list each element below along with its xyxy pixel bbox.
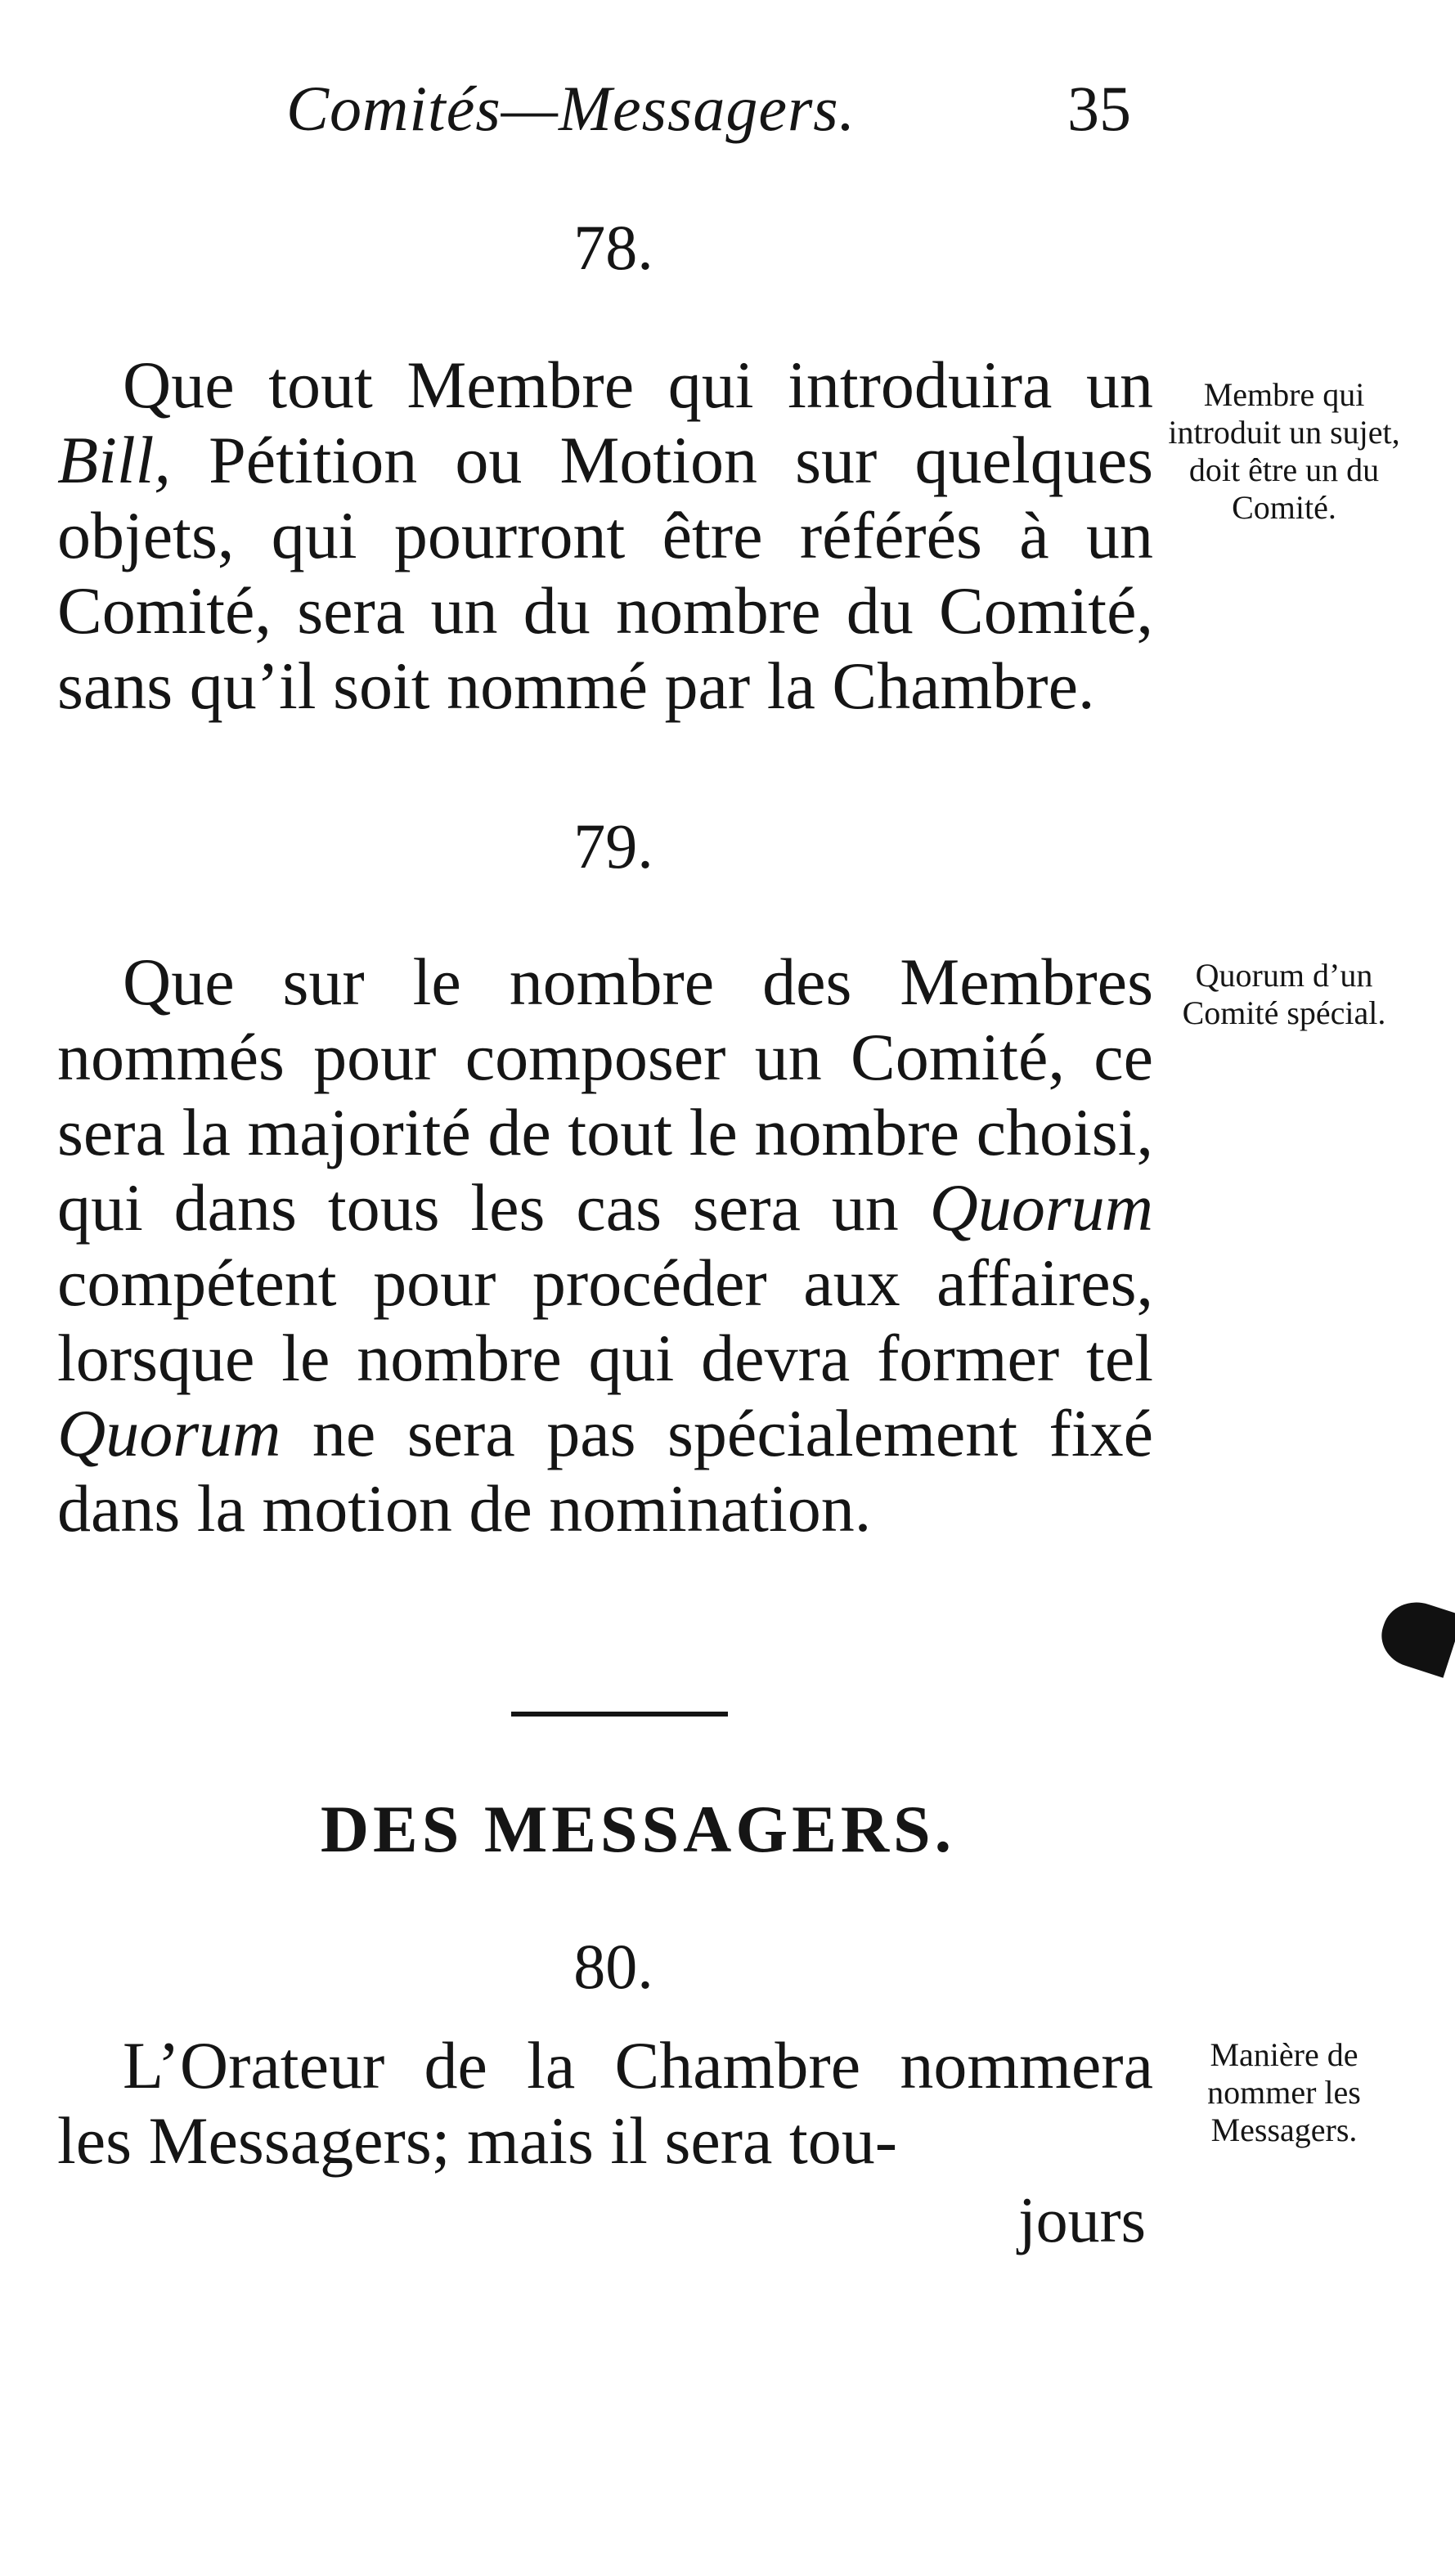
article-number-78: 78.: [573, 212, 653, 283]
running-header: [286, 72, 1153, 146]
margin-note-78: Membre qui introduit un sujet, doit être un du Comité.: [1168, 376, 1400, 526]
article-number-80: 80.: [573, 1931, 653, 2002]
article-80-paragraph: L’Orateur de la Chambre nommera les Messagers; mais il sera tou-: [57, 2028, 1153, 2178]
article-78-text-part: Pétition ou Motion sur quelques objets, qui pourront être référés à un Comité, sera un du nombre du Comité, sans qu’il soit nommé par la Chambre.: [57, 423, 1153, 723]
catchword: jours: [1018, 2184, 1146, 2255]
article-78-bill-italic: Bill,: [57, 423, 171, 497]
article-79-paragraph: [57, 945, 1153, 1546]
margin-note-79: Quorum d’un Comité spécial.: [1182, 957, 1386, 1031]
article-79-quorum-italic: Quorum: [57, 1396, 281, 1470]
ink-blot: [1374, 1593, 1455, 1678]
article-79-text-part: compétent pour procéder aux affaires, lorsque le nombre qui devra former tel: [57, 1245, 1153, 1395]
article-number-79: 79.: [573, 810, 653, 882]
article-78-text-part: Que tout Membre qui introduira un: [123, 348, 1153, 422]
header-title: Comités—Messagers.: [286, 73, 856, 144]
section-heading: DES MESSAGERS.: [320, 1792, 956, 1866]
page-number: 35: [1067, 73, 1131, 144]
article-78-paragraph: [57, 348, 1153, 724]
article-79-text: [57, 945, 1153, 1546]
article-79-text-part: ne sera pas spécialement fixé dans la motion de nomination.: [57, 1396, 1153, 1546]
article-79-text-part: Que sur le nombre des Membres nommés pour composer un Comité, ce sera la majorité de tout le nombre choisi, qui dans tous les cas sera un: [57, 945, 1153, 1245]
section-divider: [511, 1712, 728, 1717]
article-79-quorum-italic: Quorum: [929, 1170, 1153, 1245]
article-78-text: [57, 348, 1153, 724]
article-80-text: [57, 2028, 1153, 2179]
margin-note-80: Manière de nommer les Messagers.: [1207, 2036, 1361, 2148]
